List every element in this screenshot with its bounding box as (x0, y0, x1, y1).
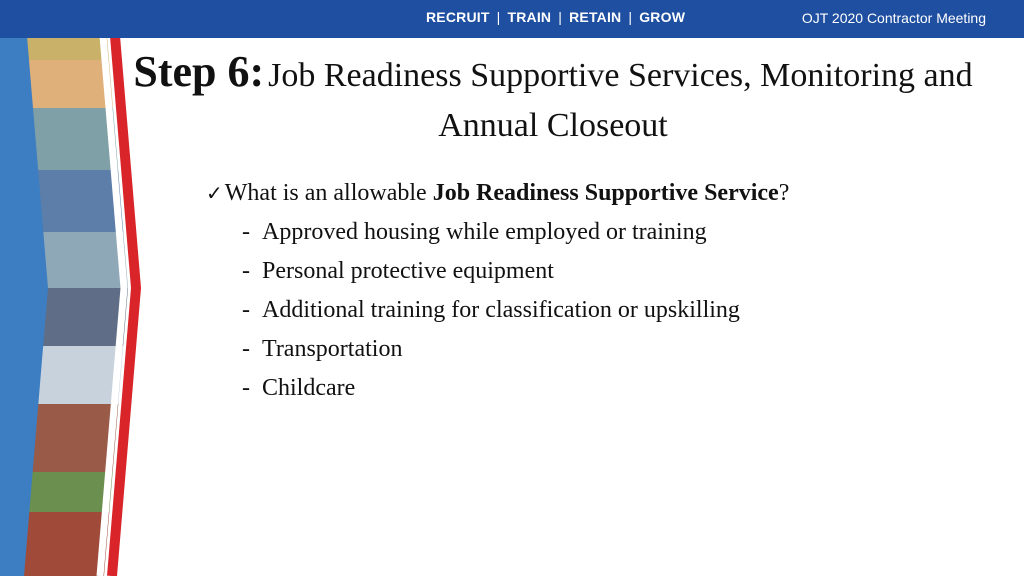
question-suffix: ? (778, 180, 790, 206)
tagline-separator: | (558, 9, 563, 25)
list-item: - Approved housing while employed or training (242, 219, 707, 245)
list-item: - Personal protective equipment (242, 258, 554, 284)
tagline-grow: GROW (639, 9, 686, 25)
list-item: - Transportation (242, 336, 403, 362)
checkmark-icon: ✓ (206, 181, 223, 205)
tagline-retain: RETAIN (569, 9, 622, 25)
question-line (206, 180, 966, 207)
question-prefix: What is an allowable (224, 180, 433, 206)
list-item-text: Transportation (262, 336, 403, 362)
tagline (426, 9, 685, 25)
title-step: Step 6: (133, 47, 265, 96)
tagline-separator: | (496, 9, 501, 25)
header-bar (0, 0, 1024, 38)
list-item-text: Personal protective equipment (262, 258, 554, 284)
slide-title (108, 47, 998, 154)
tagline-separator: | (628, 9, 633, 25)
meeting-label: OJT 2020 Contractor Meeting (801, 10, 986, 26)
list-item-text: Childcare (262, 375, 356, 401)
services-list (242, 219, 966, 414)
list-item: - Additional training for classification or upskilling (242, 297, 740, 323)
tagline-train: TRAIN (507, 9, 552, 25)
list-item-text: Additional training for classification or upskilling (262, 297, 740, 323)
tagline-recruit: RECRUIT (426, 9, 490, 25)
slide-content (206, 180, 966, 414)
list-item: - Childcare (242, 375, 356, 401)
list-item-text: Approved housing while employed or training (262, 219, 707, 245)
question-emphasis: Job Readiness Supportive Service (432, 180, 779, 206)
title-text: Job Readiness Supportive Services, Monitoring and Annual Closeout (268, 57, 973, 144)
